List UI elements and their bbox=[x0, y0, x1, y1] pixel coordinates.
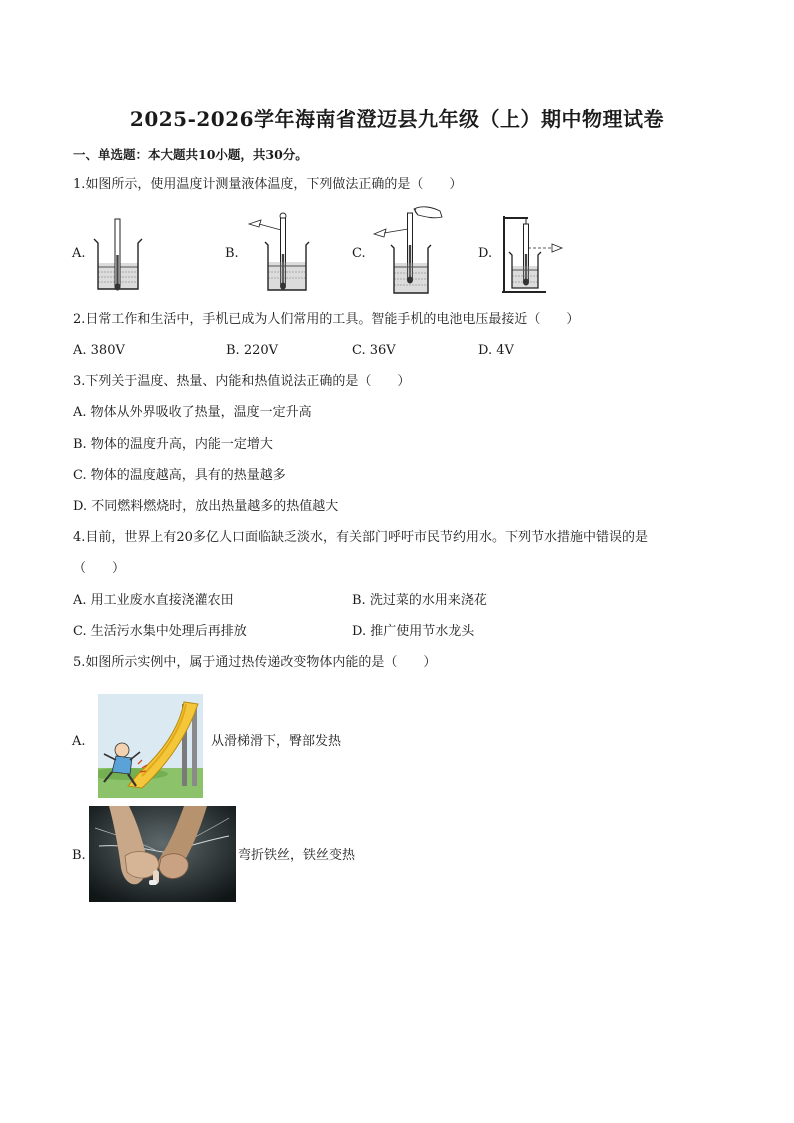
page-title: 2025-2026学年海南省澄迈县九年级（上）期中物理试卷 bbox=[129, 107, 665, 131]
question-4-option-d: D. 推广使用节水龙头 bbox=[352, 624, 475, 639]
question-4-stem-continued: （ ） bbox=[73, 561, 126, 576]
question-5-option-b-label: B. bbox=[72, 848, 86, 863]
thermometer-figure-b bbox=[243, 210, 313, 295]
question-1-option-a-label: A. bbox=[72, 246, 86, 261]
question-4-option-b: B. 洗过菜的水用来浇花 bbox=[352, 593, 487, 608]
question-1-stem: 1.如图所示，使用温度计测量液体温度，下列做法正确的是（ ） bbox=[73, 177, 463, 192]
question-3-option-b: B. 物体的温度升高，内能一定增大 bbox=[73, 437, 273, 452]
question-1-option-c-label: C. bbox=[352, 246, 366, 261]
question-3-option-d: D. 不同燃料燃烧时，放出热量越多的热值越大 bbox=[73, 499, 339, 514]
bending-wire-photo bbox=[89, 806, 236, 902]
question-5-option-a-text: 从滑梯滑下，臀部发热 bbox=[211, 734, 342, 749]
question-4-option-c: C. 生活污水集中处理后再排放 bbox=[73, 624, 247, 639]
question-4-stem: 4.目前，世界上有20多亿人口面临缺乏淡水，有关部门呼吁市民节约用水。下列节水措施中错误的是 bbox=[73, 530, 648, 545]
question-3-option-c: C. 物体的温度越高，具有的热量越多 bbox=[73, 468, 286, 483]
question-5-stem: 5.如图所示实例中，属于通过热传递改变物体内能的是（ ） bbox=[73, 655, 437, 670]
question-2-stem: 2.日常工作和生活中，手机已成为人们常用的工具。智能手机的电池电压最接近（ ） bbox=[73, 312, 580, 327]
question-2-option-d: D. 4V bbox=[478, 343, 514, 358]
question-2-option-a: A. 380V bbox=[73, 343, 125, 358]
question-3-stem: 3.下列关于温度、热量、内能和热值说法正确的是（ ） bbox=[73, 374, 411, 389]
question-2-option-b: B. 220V bbox=[226, 343, 279, 358]
thermometer-figure-c bbox=[370, 203, 460, 298]
question-2-option-c: C. 36V bbox=[352, 343, 396, 358]
thermometer-figure-d bbox=[494, 210, 566, 295]
slide-illustration bbox=[98, 694, 203, 798]
thermometer-figure-a bbox=[88, 215, 148, 293]
question-1-option-b-label: B. bbox=[225, 246, 239, 261]
question-1-option-d-label: D. bbox=[478, 246, 493, 261]
question-5-option-a-label: A. bbox=[72, 734, 86, 749]
question-5-option-b-text: 弯折铁丝，铁丝变热 bbox=[238, 848, 356, 863]
question-3-option-a: A. 物体从外界吸收了热量，温度一定升高 bbox=[73, 405, 312, 420]
section-heading: 一、单选题：本大题共10小题，共30分。 bbox=[73, 147, 308, 162]
question-4-option-a: A. 用工业废水直接浇灌农田 bbox=[73, 593, 234, 608]
